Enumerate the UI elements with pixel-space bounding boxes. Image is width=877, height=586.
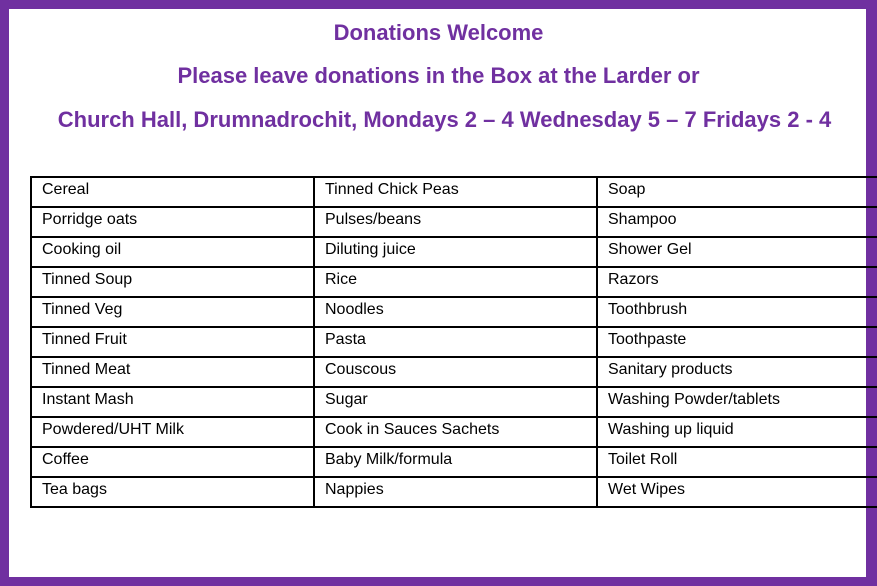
table-row (31, 357, 877, 387)
table-cell: Pulses/beans (314, 207, 597, 237)
table-cell: Tinned Fruit (31, 327, 314, 357)
table-cell: Wet Wipes (597, 477, 877, 507)
table-cell: Porridge oats (31, 207, 314, 237)
table-cell: Cooking oil (31, 237, 314, 267)
table-row (31, 207, 877, 237)
donations-table (30, 176, 877, 508)
table-cell: Sanitary products (597, 357, 877, 387)
table-cell: Shampoo (597, 207, 877, 237)
table-cell: Cereal (31, 177, 314, 207)
table-cell: Coffee (31, 447, 314, 477)
instructions-line: Please leave donations in the Box at the Larder or (177, 63, 700, 88)
table-cell: Instant Mash (31, 387, 314, 417)
table-cell: Tea bags (31, 477, 314, 507)
table-row (31, 327, 877, 357)
table-row (31, 417, 877, 447)
table-row (31, 387, 877, 417)
table-cell: Toothpaste (597, 327, 877, 357)
table-row (31, 267, 877, 297)
table-cell: Pasta (314, 327, 597, 357)
table-cell: Tinned Soup (31, 267, 314, 297)
table-cell: Noodles (314, 297, 597, 327)
table-row (31, 297, 877, 327)
table-cell: Diluting juice (314, 237, 597, 267)
table-cell: Powdered/UHT Milk (31, 417, 314, 447)
table-row (31, 237, 877, 267)
table-cell: Shower Gel (597, 237, 877, 267)
table-cell: Washing up liquid (597, 417, 877, 447)
table-cell: Baby Milk/formula (314, 447, 597, 477)
table-cell: Soap (597, 177, 877, 207)
page-title: Donations Welcome (333, 20, 544, 45)
table-cell: Toothbrush (597, 297, 877, 327)
table-cell: Sugar (314, 387, 597, 417)
table-cell: Couscous (314, 357, 597, 387)
table-cell: Tinned Chick Peas (314, 177, 597, 207)
table-row (31, 477, 877, 507)
table-cell: Toilet Roll (597, 447, 877, 477)
table-row (31, 177, 877, 207)
location-hours-line: Church Hall, Drumnadrochit, Mondays 2 – 4 Wednesday 5 – 7 Fridays 2 - 4 (57, 107, 832, 132)
table-cell: Washing Powder/tablets (597, 387, 877, 417)
table-cell: Tinned Meat (31, 357, 314, 387)
table-cell: Tinned Veg (31, 297, 314, 327)
table-cell: Cook in Sauces Sachets (314, 417, 597, 447)
table-cell: Nappies (314, 477, 597, 507)
table-cell: Rice (314, 267, 597, 297)
table-row (31, 447, 877, 477)
table-cell: Razors (597, 267, 877, 297)
